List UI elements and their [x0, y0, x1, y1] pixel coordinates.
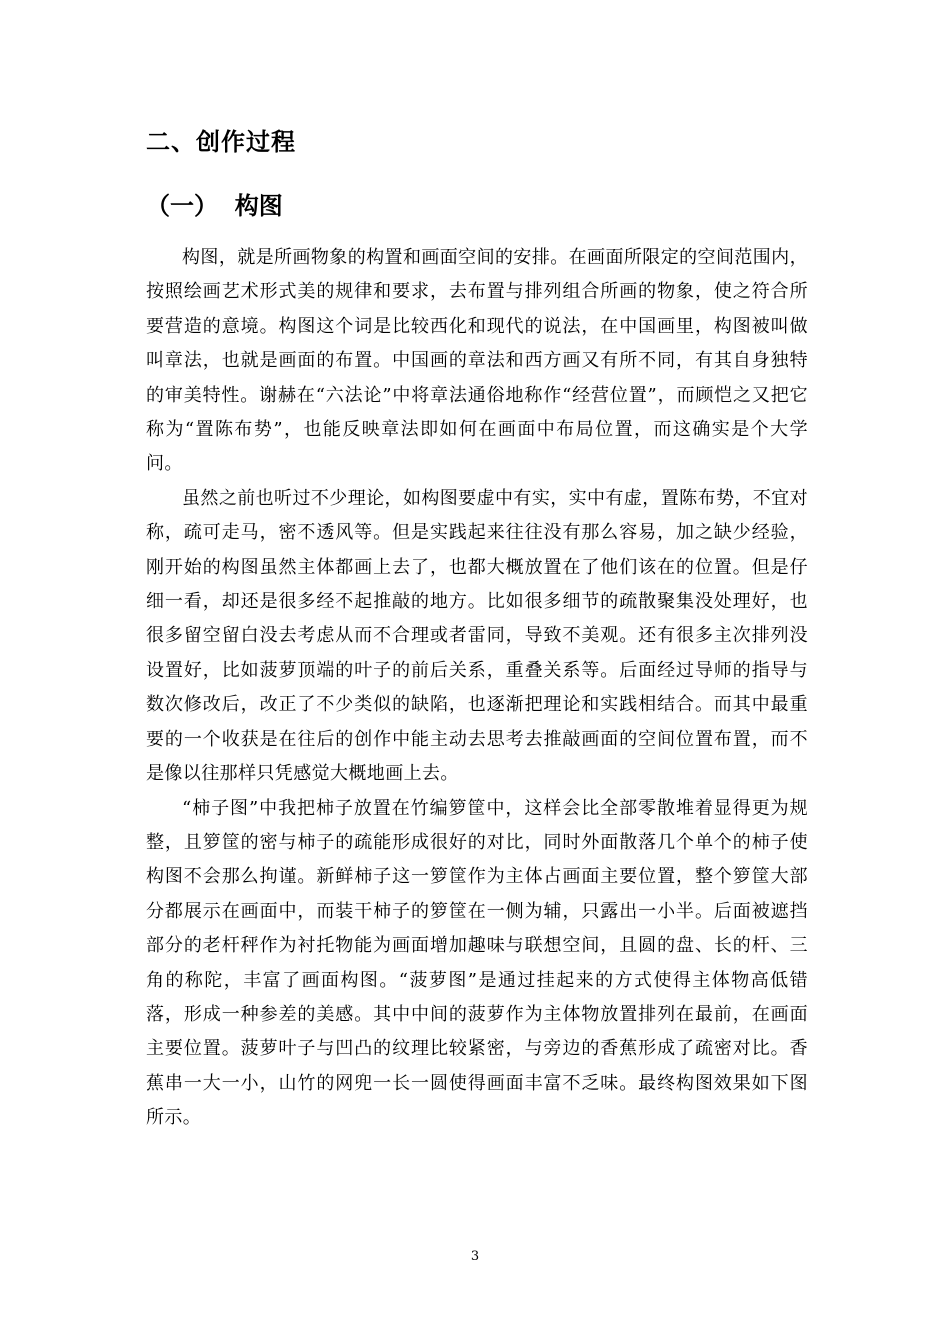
- subsection-title: （一） 构图: [146, 192, 283, 220]
- body-text: [146, 241, 808, 1136]
- section-title: 二、创作过程: [146, 128, 296, 156]
- paragraph-painting-composition: “柿子图”中我把柿子放置在竹编箩筐中，这样会比全部零散堆着显得更为规整，且箩筐的密与柿子的疏能形成很好的对比，同时外面散落几个单个的柿子使构图不会那么拘谨。新鲜柿子这一箩筐作为主体占画面主要位置，整个箩筐大部分都展示在画面中，而装干柿子的箩筐在一侧为辅，只露出一小半。后面被遮挡部分的老杆秤作为衬托物能为画面增加趣味与联想空间，且圆的盘、长的杆、三角的称陀，丰富了画面构图。“菠萝图”是通过挂起来的方式使得主体物高低错落，形成一种参差的美感。其中中间的菠萝作为主体物放置排列在最前，在画面主要位置。菠萝叶子与凹凸的纹理比较紧密，与旁边的香蕉形成了疏密对比。香蕉串一大一小，山竹的网兜一长一圆使得画面丰富不乏味。最终构图效果如下图所示。: [146, 797, 808, 1129]
- page-number: 3: [470, 1249, 480, 1264]
- paragraph-composition-definition: 构图，就是所画物象的构置和画面空间的安排。在画面所限定的空间范围内，按照绘画艺术形式美的规律和要求，去布置与排列组合所画的物象，使之符合所要营造的意境。构图这个词是比较西化和现代的说法，在中国画里，构图被叫做叫章法，也就是画面的布置。中国画的章法和西方画又有所不同，有其自身独特的审美特性。谢赫在“六法论”中将章法通俗地称作“经营位置”，而顾恺之又把它称为“置陈布势”，也能反映章法即如何在画面中布局位置，而这确实是个大学问。: [146, 247, 808, 475]
- paragraph-practice-reflection: 虽然之前也听过不少理论，如构图要虚中有实，实中有虚，置陈布势，不宜对称，疏可走马，密不透风等。但是实践起来往往没有那么容易，加之缺少经验，刚开始的构图虽然主体都画上去了，也都大概放置在了他们该在的位置。但是仔细一看，却还是很多经不起推敲的地方。比如很多细节的疏散聚集没处理好，也很多留空留白没去考虑从而不合理或者雷同，导致不美观。还有很多主次排列没设置好，比如菠萝顶端的叶子的前后关系，重叠关系等。后面经过导师的指导与数次修改后，改正了不少类似的缺陷，也逐渐把理论和实践相结合。而其中最重要的一个收获是在往后的创作中能主动去思考去推敲画面的空间位置布置，而不是像以往那样只凭感觉大概地画上去。: [146, 487, 808, 785]
